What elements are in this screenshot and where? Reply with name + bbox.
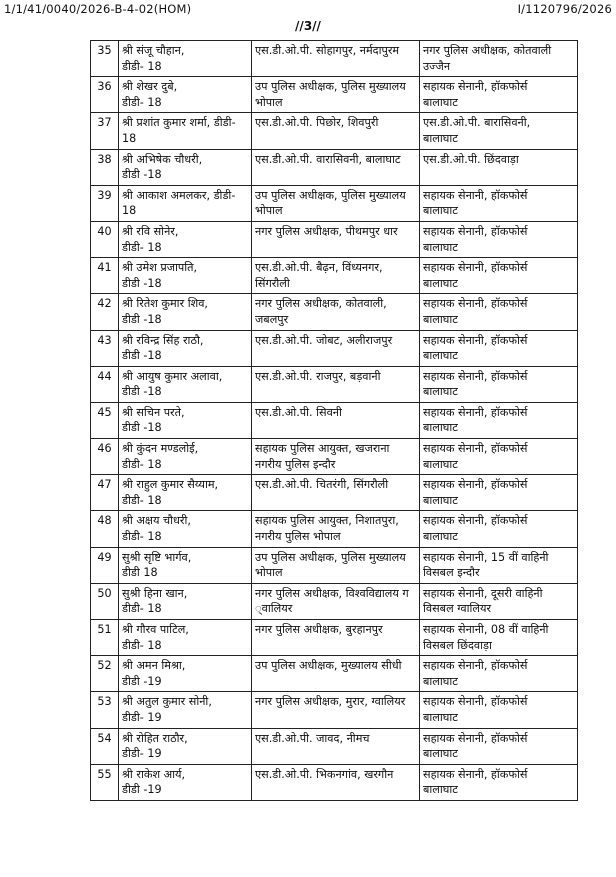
officer-name-line: श्री आकाश अमलकर, डीडी- [122, 188, 236, 202]
transfer-orders-table [90, 40, 578, 801]
current-posting-cell [252, 583, 420, 619]
officer-name-line: डीडी- 19 [122, 710, 162, 724]
new-posting-line: सहायक सेनानी, हॉकफोर्स [423, 767, 528, 781]
new-posting-line: बालाघाट [423, 131, 458, 145]
page-number-marker: //3// [295, 19, 321, 33]
officer-name-line: डीडी- 18 [122, 493, 162, 507]
new-posting-line: सहायक सेनानी, हॉकफोर्स [423, 478, 528, 492]
officer-name-line: डीडी -18 [122, 421, 162, 435]
officer-name-line: श्री अमन मिश्रा, [122, 659, 186, 673]
current-posting-line: एस.डी.ओ.पी. सोहागपुर, नर्मदापुरम [255, 44, 400, 57]
table-row [91, 113, 578, 149]
officer-name-cell [119, 475, 252, 511]
current-posting-cell [252, 77, 420, 113]
new-posting-cell [420, 692, 578, 728]
new-posting-line: बालाघाट [423, 276, 458, 290]
table-row [91, 185, 578, 221]
current-posting-cell [252, 185, 420, 221]
current-posting-line: एस.डी.ओ.पी. वारासिवनी, बालाघाट [255, 152, 401, 166]
new-posting-line: विसबल ग्वालियर [423, 602, 492, 616]
serial-number-cell: 41 [91, 258, 119, 294]
new-posting-line: बालाघाट [423, 312, 458, 326]
officer-name-line: श्री राहुल कुमार सैय्याम, [122, 478, 219, 492]
current-posting-cell [252, 258, 420, 294]
officer-name-line: श्री शेखर दुबे, [122, 80, 178, 94]
current-posting-line: एस.डी.ओ.पी. राजपुर, बड़वानी [255, 369, 381, 383]
new-posting-line: सहायक सेनानी, हॉकफोर्स [423, 405, 528, 419]
officer-name-line: डीडी -18 [122, 168, 162, 182]
officer-name-line: श्री आयुष कुमार अलावा, [122, 369, 223, 383]
officer-name-line: डीडी 18 [122, 566, 158, 580]
current-posting-line: ्वालियर [255, 602, 293, 616]
new-posting-line: उज्जैन [423, 59, 451, 73]
document-reference-right: I/1120796/2026 [517, 2, 612, 16]
serial-number-cell: 38 [91, 149, 119, 185]
new-posting-cell [420, 728, 578, 764]
officer-name-line: श्री रोहित राठौर, [122, 731, 188, 745]
current-posting-line: उप पुलिस अधीक्षक, पुलिस मुख्यालय [255, 188, 406, 202]
current-posting-line: नगर पुलिस अधीक्षक, पीथमपुर धार [255, 224, 398, 238]
officer-name-line: श्री कुंदन मण्डलोई, [122, 442, 199, 456]
serial-number-cell: 49 [91, 547, 119, 583]
current-posting-cell [252, 330, 420, 366]
officer-name-cell [119, 113, 252, 149]
serial-number-cell: 45 [91, 402, 119, 438]
serial-number-cell: 53 [91, 692, 119, 728]
serial-number-cell: 51 [91, 620, 119, 656]
new-posting-line: बालाघाट [423, 240, 458, 254]
serial-number-cell: 47 [91, 475, 119, 511]
officer-name-line: डीडी -18 [122, 349, 162, 363]
document-reference-left: 1/1/41/0040/2026-B-4-02(HOM) [4, 2, 192, 16]
new-posting-line: बालाघाट [423, 95, 458, 109]
new-posting-cell [420, 41, 578, 77]
current-posting-cell [252, 620, 420, 656]
table-row [91, 77, 578, 113]
officer-name-cell [119, 77, 252, 113]
new-posting-cell [420, 330, 578, 366]
officer-name-cell [119, 366, 252, 402]
officer-name-line: डीडी -19 [122, 783, 162, 797]
new-posting-cell [420, 366, 578, 402]
officer-name-cell [119, 692, 252, 728]
current-posting-line: एस.डी.ओ.पी. सिवनी [255, 405, 342, 419]
officer-name-line: डीडी- 19 [122, 747, 162, 761]
new-posting-line: सहायक सेनानी, हॉकफोर्स [423, 369, 528, 383]
officer-name-line: डीडी -18 [122, 385, 162, 399]
officer-name-cell [119, 511, 252, 547]
officer-name-line: श्री गौरव पाटिल, [122, 623, 189, 636]
current-posting-line: सहायक पुलिस आयुक्त, निशातपुरा, [255, 514, 399, 528]
table-row [91, 439, 578, 475]
new-posting-cell [420, 77, 578, 113]
serial-number-cell: 35 [91, 41, 119, 77]
new-posting-cell [420, 511, 578, 547]
new-posting-line: बालाघाट [423, 747, 458, 761]
new-posting-cell [420, 149, 578, 185]
current-posting-line: भोपाल [255, 95, 283, 109]
table-row [91, 620, 578, 656]
officer-name-cell [119, 620, 252, 656]
serial-number-cell: 50 [91, 583, 119, 619]
table-row [91, 475, 578, 511]
current-posting-line: सहायक पुलिस आयुक्त, खजराना [255, 442, 390, 456]
officer-name-cell [119, 728, 252, 764]
new-posting-cell [420, 258, 578, 294]
officer-name-line: डीडी- 18 [122, 59, 162, 73]
serial-number-cell: 39 [91, 185, 119, 221]
table-row [91, 41, 578, 77]
officer-name-line: श्री रितेश कुमार शिव, [122, 297, 208, 311]
officer-name-line: डीडी- 18 [122, 457, 162, 471]
officer-name-line: श्री प्रशांत कुमार शर्मा, डीडी- [122, 116, 236, 130]
new-posting-line: बालाघाट [423, 349, 458, 363]
serial-number-cell: 55 [91, 764, 119, 800]
new-posting-line: सहायक सेनानी, हॉकफोर्स [423, 659, 528, 673]
current-posting-line: नगर पुलिस अधीक्षक, मुरार, ग्वालियर [255, 695, 406, 709]
table-row [91, 149, 578, 185]
officer-name-line: डीडी- 18 [122, 638, 162, 652]
new-posting-cell [420, 439, 578, 475]
serial-number-cell: 42 [91, 294, 119, 330]
new-posting-line: सहायक सेनानी, हॉकफोर्स [423, 188, 528, 202]
current-posting-line: एस.डी.ओ.पी. चितरंगी, सिंगरौली [255, 478, 389, 492]
officer-name-line: 18 [122, 131, 137, 145]
officer-name-cell [119, 439, 252, 475]
new-posting-cell [420, 475, 578, 511]
new-posting-cell [420, 656, 578, 692]
current-posting-cell [252, 149, 420, 185]
new-posting-line: सहायक सेनानी, हॉकफोर्स [423, 333, 528, 347]
officer-name-line: श्री सचिन परते, [122, 405, 185, 419]
current-posting-line: उप पुलिस अधीक्षक, पुलिस मुख्यालय [255, 550, 406, 564]
current-posting-line: जबलपुर [255, 312, 289, 326]
serial-number-cell: 37 [91, 113, 119, 149]
current-posting-line: नगरीय पुलिस इन्दौर [255, 457, 336, 471]
new-posting-line: बालाघाट [423, 710, 458, 724]
officer-name-line: डीडी- 18 [122, 240, 162, 254]
officer-name-line: सुश्री सृष्टि भार्गव, [122, 550, 192, 564]
new-posting-line: बालाघाट [423, 204, 458, 218]
new-posting-line: बालाघाट [423, 493, 458, 507]
current-posting-line: नगर पुलिस अधीक्षक, कोतवाली, [255, 297, 387, 311]
new-posting-line: एस.डी.ओ.पी. छिंदवाड़ा [423, 152, 519, 166]
table-row [91, 511, 578, 547]
officer-name-cell [119, 330, 252, 366]
current-posting-line: एस.डी.ओ.पी. भिकनगांव, खरगौन [255, 767, 394, 781]
current-posting-cell [252, 402, 420, 438]
new-posting-cell [420, 294, 578, 330]
table-row [91, 221, 578, 257]
current-posting-line: नगर पुलिस अधीक्षक, विश्वविद्यालय ग [255, 586, 409, 600]
new-posting-cell [420, 113, 578, 149]
new-posting-line: सहायक सेनानी, 15 वीं वाहिनी [423, 550, 549, 564]
current-posting-cell [252, 764, 420, 800]
table-row [91, 728, 578, 764]
current-posting-cell [252, 547, 420, 583]
new-posting-line: बालाघाट [423, 457, 458, 471]
current-posting-line: उप पुलिस अधीक्षक, मुख्यालय सीधी [255, 659, 402, 673]
serial-number-cell: 54 [91, 728, 119, 764]
new-posting-line: एस.डी.ओ.पी. बारासिवनी, [423, 116, 531, 130]
new-posting-line: सहायक सेनानी, हॉकफोर्स [423, 731, 528, 745]
serial-number-cell: 43 [91, 330, 119, 366]
officer-name-cell [119, 402, 252, 438]
officer-name-cell [119, 583, 252, 619]
table-row [91, 547, 578, 583]
officer-name-line: श्री राकेश आर्य, [122, 767, 186, 781]
current-posting-line: नगर पुलिस अधीक्षक, बुरहानपुर [255, 623, 383, 636]
current-posting-line: एस.डी.ओ.पी. जावद, नीमच [255, 731, 370, 745]
new-posting-cell [420, 583, 578, 619]
table-row [91, 656, 578, 692]
new-posting-line: सहायक सेनानी, दूसरी वाहिनी [423, 586, 543, 600]
officer-name-line: श्री संजू चौहान, [122, 44, 185, 57]
current-posting-line: उप पुलिस अधीक्षक, पुलिस मुख्यालय [255, 80, 406, 94]
new-posting-cell [420, 620, 578, 656]
table-row [91, 402, 578, 438]
officer-name-line: श्री अतुल कुमार सोनी, [122, 695, 212, 709]
officer-name-cell [119, 294, 252, 330]
new-posting-line: विसबल इन्दौर [423, 566, 480, 580]
current-posting-line: भोपाल [255, 204, 283, 218]
new-posting-cell [420, 402, 578, 438]
current-posting-line: भोपाल [255, 566, 283, 580]
serial-number-cell: 46 [91, 439, 119, 475]
new-posting-line: बालाघाट [423, 385, 458, 399]
officer-name-line: श्री उमेश प्रजापति, [122, 261, 198, 275]
new-posting-line: सहायक सेनानी, हॉकफोर्स [423, 80, 528, 94]
new-posting-line: नगर पुलिस अधीक्षक, कोतवाली [423, 44, 552, 57]
new-posting-line: सहायक सेनानी, हॉकफोर्स [423, 442, 528, 456]
table-row [91, 764, 578, 800]
current-posting-cell [252, 475, 420, 511]
officer-name-line: श्री रवि सोनेर, [122, 224, 179, 238]
officer-name-cell [119, 547, 252, 583]
transfer-orders-body [91, 41, 578, 801]
officer-name-line: सुश्री हिना खान, [122, 586, 188, 600]
officer-name-line: श्री अक्षय चौधरी, [122, 514, 191, 528]
new-posting-line: सहायक सेनानी, हॉकफोर्स [423, 514, 528, 528]
officer-name-line: डीडी- 18 [122, 602, 162, 616]
officer-name-cell [119, 41, 252, 77]
serial-number-cell: 52 [91, 656, 119, 692]
new-posting-line: बालाघाट [423, 421, 458, 435]
new-posting-line: सहायक सेनानी, 08 वीं वाहिनी [423, 623, 549, 636]
officer-name-cell [119, 149, 252, 185]
officer-name-line: श्री अभिषेक चौधरी, [122, 152, 203, 166]
current-posting-line: नगरीय पुलिस भोपाल [255, 530, 341, 544]
current-posting-cell [252, 728, 420, 764]
serial-number-cell: 36 [91, 77, 119, 113]
officer-name-cell [119, 258, 252, 294]
officer-name-line: डीडी -19 [122, 674, 162, 688]
current-posting-cell [252, 113, 420, 149]
current-posting-line: सिंगरौली [255, 276, 290, 290]
officer-name-line: 18 [122, 204, 137, 218]
new-posting-line: विसबल छिंदवाड़ा [423, 638, 492, 652]
table-row [91, 583, 578, 619]
new-posting-line: बालाघाट [423, 530, 458, 544]
officer-name-cell [119, 185, 252, 221]
current-posting-line: एस.डी.ओ.पी. बैढ़न, विंध्यनगर, [255, 261, 383, 275]
serial-number-cell: 44 [91, 366, 119, 402]
current-posting-cell [252, 221, 420, 257]
current-posting-cell [252, 366, 420, 402]
current-posting-cell [252, 692, 420, 728]
new-posting-cell [420, 547, 578, 583]
officer-name-line: डीडी -18 [122, 276, 162, 290]
current-posting-cell [252, 511, 420, 547]
current-posting-line: एस.डी.ओ.पी. जोबट, अलीराजपुर [255, 333, 393, 347]
officer-name-cell [119, 656, 252, 692]
table-row [91, 294, 578, 330]
current-posting-cell [252, 656, 420, 692]
new-posting-cell [420, 221, 578, 257]
current-posting-line: एस.डी.ओ.पी. पिछोर, शिवपुरी [255, 116, 379, 130]
officer-name-cell [119, 221, 252, 257]
table-row [91, 330, 578, 366]
current-posting-cell [252, 41, 420, 77]
new-posting-line: सहायक सेनानी, हॉकफोर्स [423, 695, 528, 709]
officer-name-line: श्री रविन्द्र सिंह राठौ, [122, 333, 204, 347]
current-posting-cell [252, 294, 420, 330]
new-posting-line: सहायक सेनानी, हॉकफोर्स [423, 224, 528, 238]
serial-number-cell: 48 [91, 511, 119, 547]
new-posting-line: सहायक सेनानी, हॉकफोर्स [423, 297, 528, 311]
new-posting-line: बालाघाट [423, 783, 458, 797]
table-row [91, 692, 578, 728]
serial-number-cell: 40 [91, 221, 119, 257]
new-posting-line: सहायक सेनानी, हॉकफोर्स [423, 261, 528, 275]
new-posting-line: बालाघाट [423, 674, 458, 688]
table-row [91, 366, 578, 402]
new-posting-cell [420, 185, 578, 221]
current-posting-cell [252, 439, 420, 475]
officer-name-line: डीडी -18 [122, 312, 162, 326]
officer-name-line: डीडी- 18 [122, 530, 162, 544]
officer-name-cell [119, 764, 252, 800]
table-row [91, 258, 578, 294]
officer-name-line: डीडी- 18 [122, 95, 162, 109]
new-posting-cell [420, 764, 578, 800]
